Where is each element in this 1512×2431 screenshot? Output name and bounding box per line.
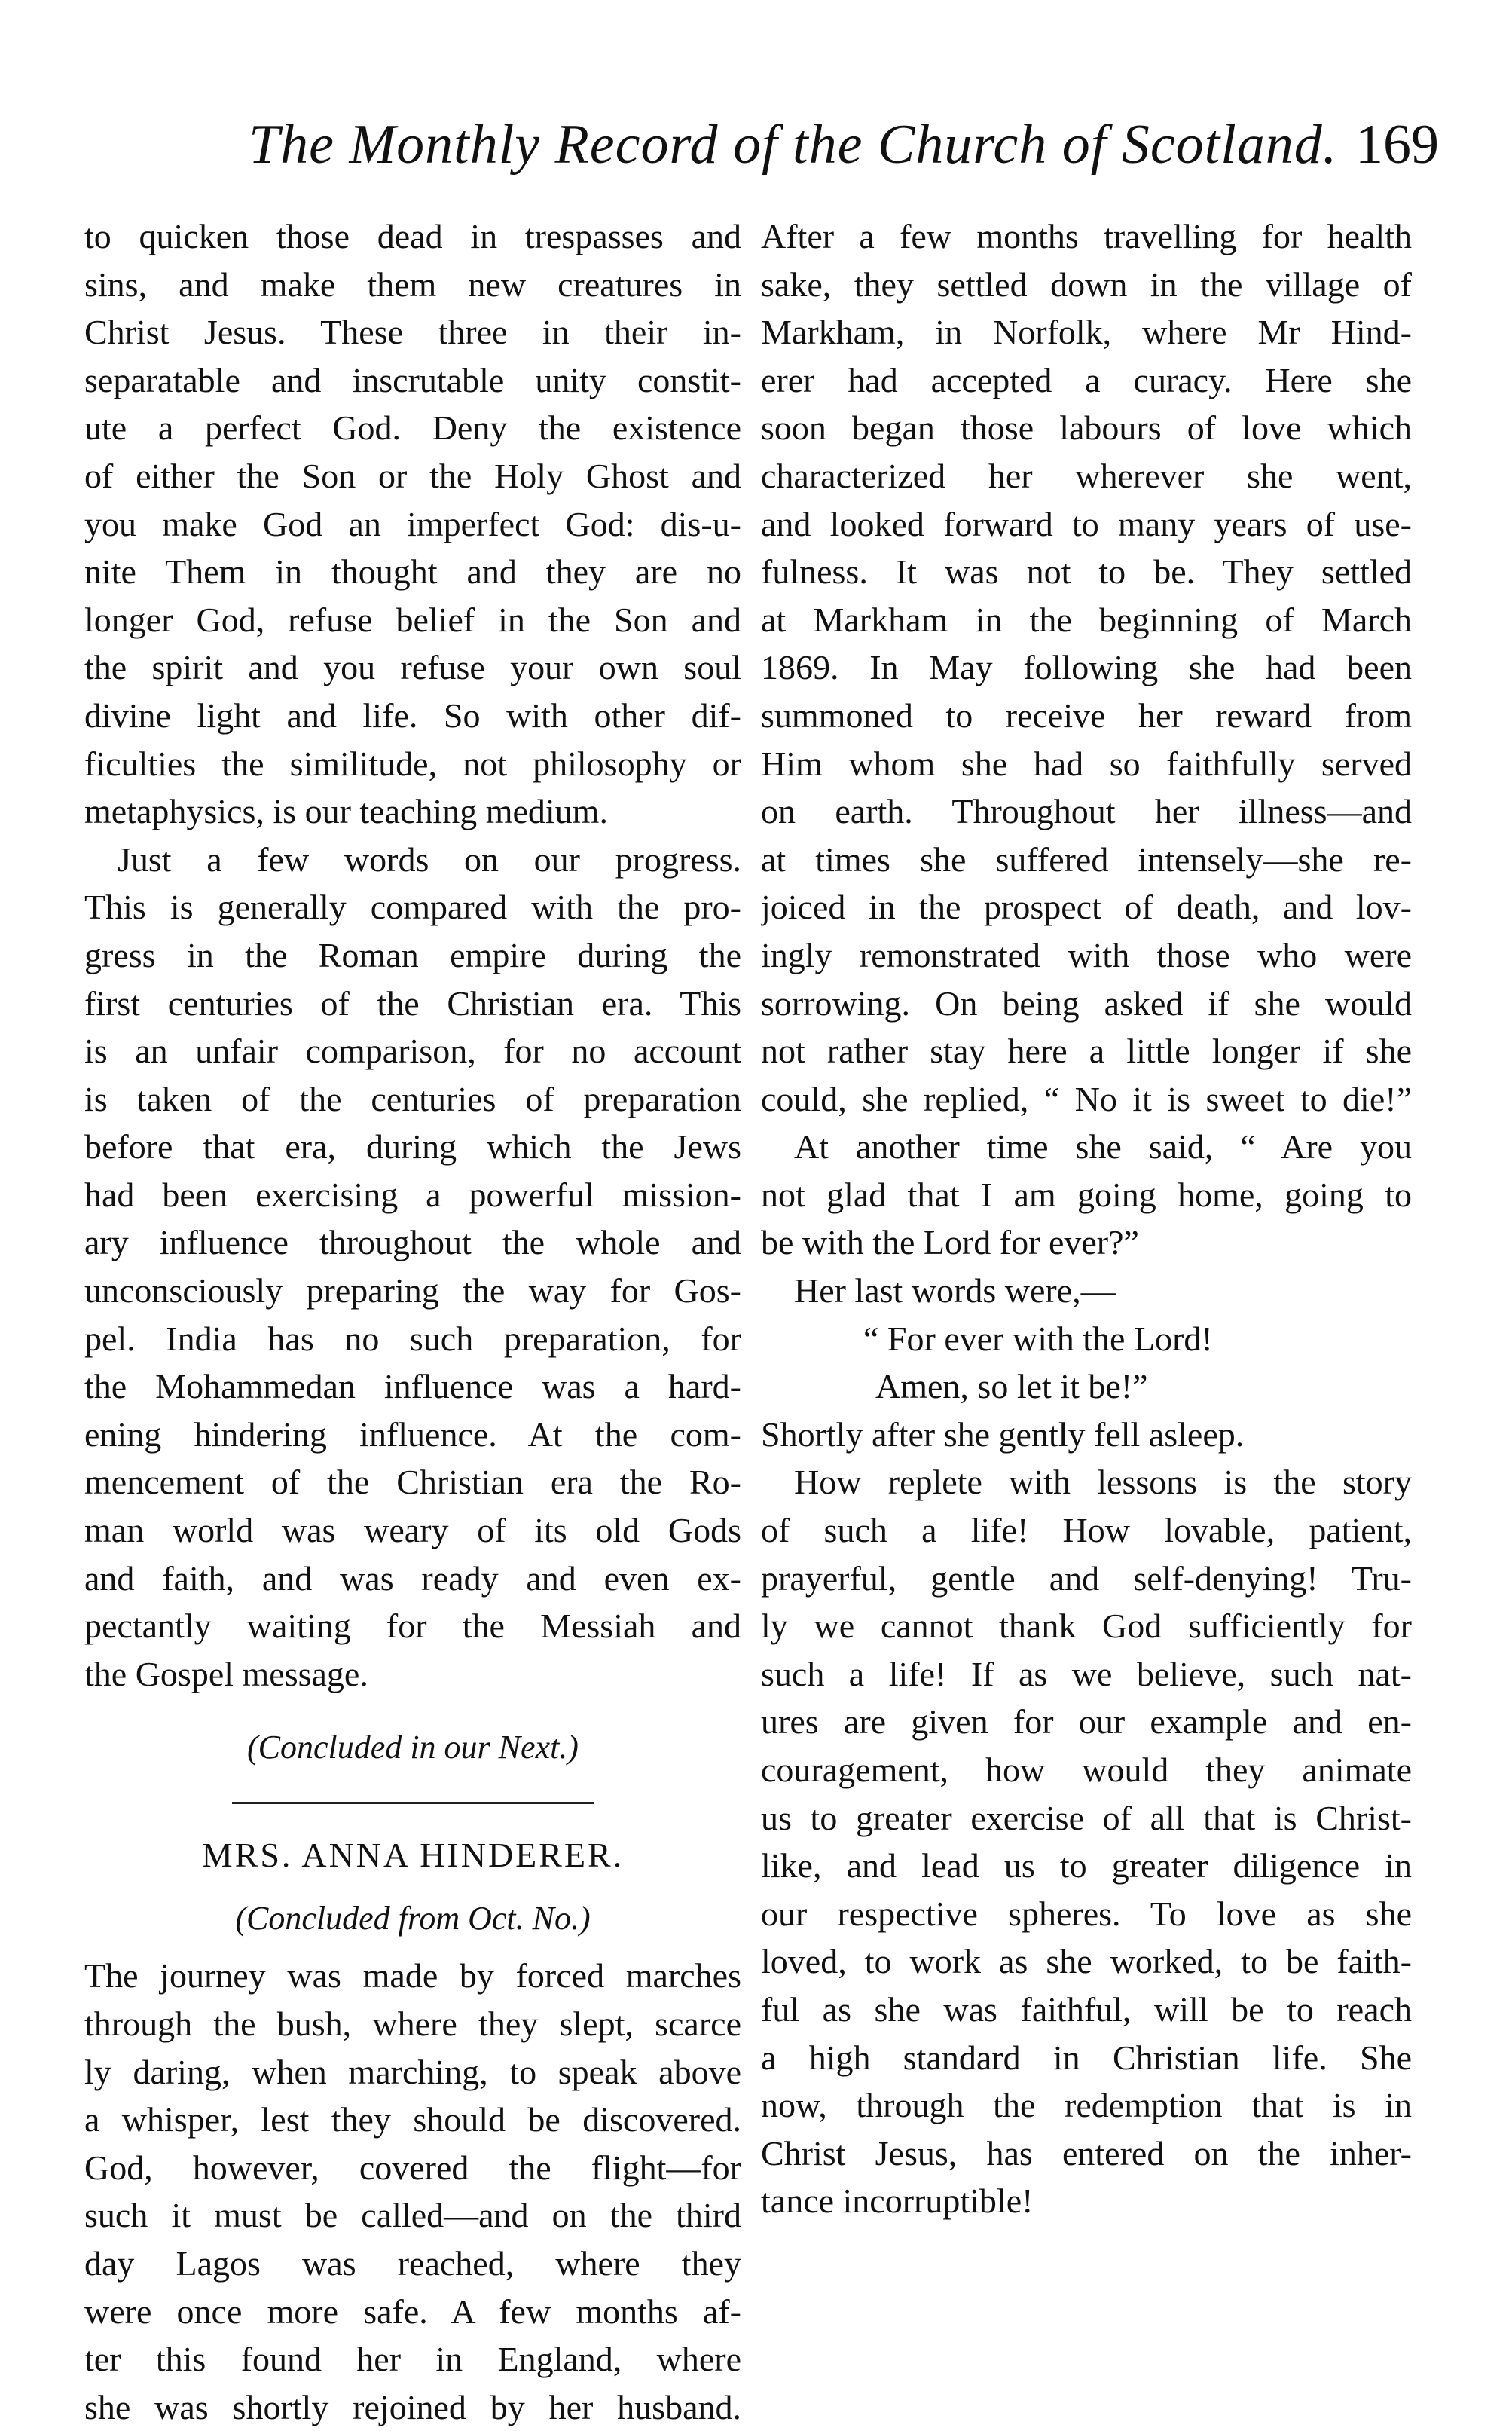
text-line: characterized her wherever she went, xyxy=(761,456,1412,495)
text-line: tance incorruptible! xyxy=(761,2182,1034,2221)
text-line: a high standard in Christian life. She xyxy=(761,2038,1412,2077)
text-line: God, however, covered the flight—for xyxy=(84,2148,741,2187)
text-line: day Lagos was reached, where they xyxy=(84,2243,741,2283)
verse-line: Amen, so let it be!” xyxy=(875,1367,1148,1406)
left-column xyxy=(84,213,741,2431)
text-line: ly daring, when marching, to speak above xyxy=(84,2052,741,2091)
text-line: the Gospel message. xyxy=(84,1654,368,1693)
text-line: ter this found her in England, where xyxy=(84,2340,741,2379)
text-line: the spirit and you refuse your own soul xyxy=(84,648,741,687)
right-column xyxy=(761,213,1412,2225)
text-line: you make God an imperfect God: dis-u- xyxy=(84,504,741,543)
text-line: such a life! If as we believe, such nat- xyxy=(761,1654,1412,1693)
text-line: prayerful, gentle and self-denying! Tru- xyxy=(761,1558,1412,1598)
paragraph-going-home xyxy=(761,1123,1412,1267)
paragraph-markham xyxy=(761,213,1412,1123)
text-line: Christ Jesus, has entered on the inher- xyxy=(761,2133,1412,2173)
text-line: pel. India has no such preparation, for xyxy=(84,1319,741,1358)
text-line: through the bush, where they slept, scarce xyxy=(84,2004,741,2043)
text-line: she was shortly rejoined by her husband. xyxy=(84,2387,741,2426)
text-line: pectantly waiting for the Messiah and xyxy=(84,1607,741,1646)
text-line: sorrowing. On being asked if she would xyxy=(761,983,1412,1023)
text-line: ful as she was faithful, will be to reach xyxy=(761,1989,1412,2029)
running-title: The Monthly Record of the Church of Scotland. xyxy=(249,114,1338,176)
text-line: joiced in the prospect of death, and lov- xyxy=(761,888,1412,927)
text-line: be with the Lord for ever?” xyxy=(761,1223,1139,1262)
text-line: At another time she said, “ Are you xyxy=(794,1127,1412,1167)
text-line: on earth. Throughout her illness—and xyxy=(761,792,1412,831)
text-line: us to greater exercise of all that is Christ- xyxy=(761,1798,1412,1837)
text-line: unconsciously preparing the way for Gos- xyxy=(84,1271,741,1310)
article-subtitle: (Concluded from Oct. No.) xyxy=(235,1900,591,1937)
text-line: not rather stay here a little longer if she xyxy=(761,1032,1412,1071)
text-line: Markham, in Norfolk, where Mr Hind- xyxy=(761,313,1412,352)
text-line: summoned to receive her reward from xyxy=(761,696,1412,735)
concluded-note: (Concluded in our Next.) xyxy=(247,1729,579,1766)
text-line: This is generally compared with the pro- xyxy=(84,888,741,927)
text-line: After a few months travelling for health xyxy=(761,217,1412,255)
text-line: before that era, during which the Jews xyxy=(84,1127,741,1167)
text-line: the Mohammedan influence was a hard- xyxy=(84,1367,741,1406)
text-line: now, through the redemption that is in xyxy=(761,2086,1412,2125)
text-line: a whisper, lest they should be discovered. xyxy=(84,2100,741,2139)
text-line: Just a few words on our progress. xyxy=(118,839,741,879)
text-line: divine light and life. So with other dif- xyxy=(84,696,741,735)
text-line: mencement of the Christian era the Ro- xyxy=(84,1463,741,1502)
text-line: longer God, refuse belief in the Son and xyxy=(84,600,741,639)
text-line: erer had accepted a curacy. Here she xyxy=(761,360,1412,399)
paragraph-lessons xyxy=(761,1458,1412,2225)
text-line: is an unfair comparison, for no account xyxy=(84,1032,741,1071)
text-line: sake, they settled down in the village of xyxy=(761,265,1412,304)
text-line: at times she suffered intensely—she re- xyxy=(761,839,1412,879)
text-line: man world was weary of its old Gods xyxy=(84,1511,741,1550)
text-line: fulness. It was not to be. They settled xyxy=(761,552,1412,592)
text-line: could, she replied, “ No it is sweet to die!” xyxy=(761,1079,1412,1118)
paragraph-trinity xyxy=(84,213,741,836)
text-line: ures are given for our example and en- xyxy=(761,1702,1412,1741)
article-title: MRS. ANNA HINDERER. xyxy=(201,1836,625,1875)
text-line: ly we cannot thank God sufficiently for xyxy=(761,1607,1412,1646)
text-line: and looked forward to many years of use- xyxy=(761,504,1412,543)
last-words-intro: Her last words were,— xyxy=(794,1271,1116,1310)
text-line: ingly remonstrated with those who were xyxy=(761,935,1412,974)
text-line: and faith, and was ready and even ex- xyxy=(84,1558,741,1598)
section-divider xyxy=(232,1802,594,1804)
text-line: gress in the Roman empire during the xyxy=(84,935,741,974)
text-line: is taken of the centuries of preparation xyxy=(84,1079,741,1118)
text-line: separatable and inscrutable unity constit- xyxy=(84,360,741,399)
page-header xyxy=(249,113,1439,196)
text-line: ary influence throughout the whole and xyxy=(84,1223,741,1262)
text-line: first centuries of the Christian era. This xyxy=(84,983,741,1023)
text-line: of either the Son or the Holy Ghost and xyxy=(84,456,741,495)
text-line: couragement, how would they animate xyxy=(761,1751,1412,1789)
text-line: ficulties the similitude, not philosophy or xyxy=(84,744,741,783)
text-line: sins, and make them new creatures in xyxy=(84,265,741,304)
text-line: like, and lead us to greater diligence in xyxy=(761,1846,1412,1885)
text-line: metaphysics, is our teaching medium. xyxy=(84,792,608,831)
text-line: were once more safe. A few months af- xyxy=(84,2292,741,2331)
quoted-verse xyxy=(761,1315,1412,1411)
after-quote-line: Shortly after she gently fell asleep. xyxy=(761,1414,1245,1454)
text-line: ute a perfect God. Deny the existence xyxy=(84,408,741,448)
text-line: Him whom she had so faithfully served xyxy=(761,744,1412,783)
text-line: soon began those labours of love which xyxy=(761,408,1412,448)
text-line: nite Them in thought and they are no xyxy=(84,552,741,592)
text-line: of such a life! How lovable, patient, xyxy=(761,1511,1412,1550)
verse-line: “ For ever with the Lord! xyxy=(863,1319,1213,1358)
text-line: at Markham in the beginning of March xyxy=(761,600,1412,639)
text-line: such it must be called—and on the third xyxy=(84,2196,741,2235)
text-line: The journey was made by forced marches xyxy=(84,1956,741,1995)
paragraph-journey xyxy=(84,1952,741,2431)
text-line: not glad that I am going home, going to xyxy=(761,1175,1412,1214)
page-number: 169 xyxy=(1355,114,1439,176)
text-line: 1869. In May following she had been xyxy=(761,648,1412,687)
text-line: ening hindering influence. At the com- xyxy=(84,1414,741,1454)
text-line: loved, to work as she worked, to be faith- xyxy=(761,1942,1412,1981)
text-line: had been exercising a powerful mission- xyxy=(84,1175,741,1214)
paragraph-progress xyxy=(84,836,741,1699)
text-line: How replete with lessons is the story xyxy=(794,1463,1412,1502)
text-line: Christ Jesus. These three in their in- xyxy=(84,313,741,352)
text-line: to quicken those dead in trespasses and xyxy=(84,217,741,255)
text-line: our respective spheres. To love as she xyxy=(761,1894,1412,1933)
